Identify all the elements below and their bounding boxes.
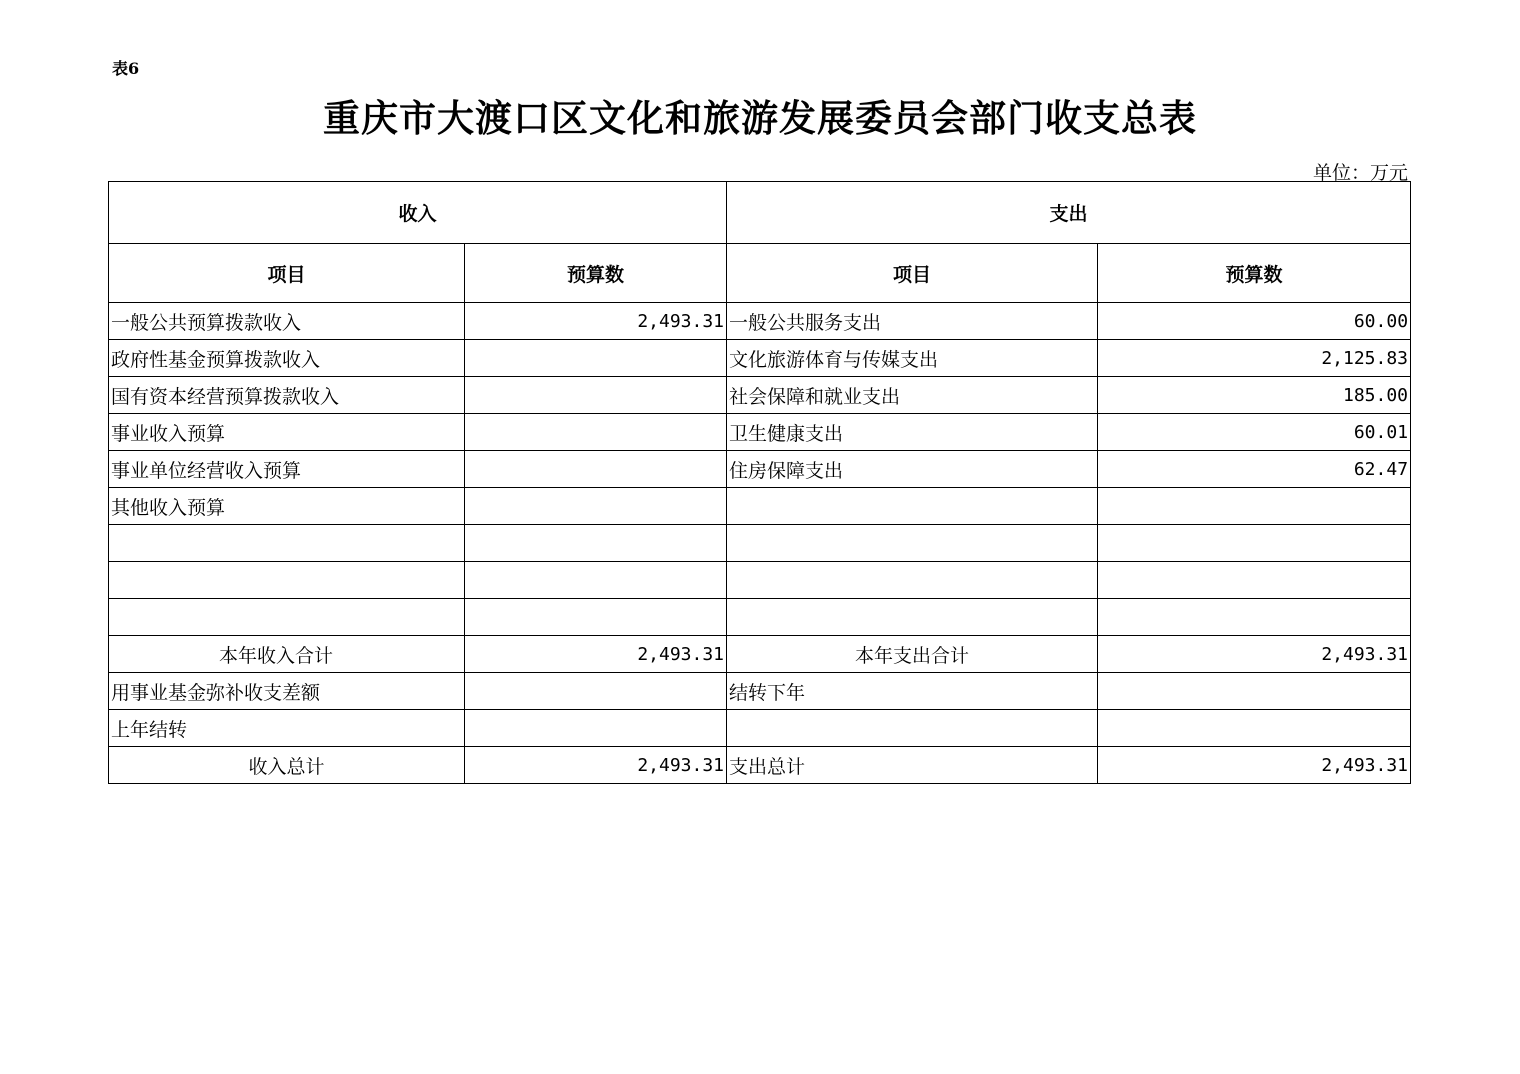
income-amount (465, 414, 727, 451)
expense-amount: 60.01 (1098, 414, 1411, 451)
page-title: 重庆市大渡口区文化和旅游发展委员会部门收支总表 (323, 96, 1197, 140)
unit-label: 单位：万元 (1312, 162, 1408, 184)
expense-amount: 60.00 (1098, 303, 1411, 340)
expense-year-total-amount: 2,493.31 (1098, 636, 1411, 673)
income-item: 用事业基金弥补收支差额 (109, 673, 465, 710)
expense-item-column-header: 项目 (727, 244, 1098, 303)
expense-amount (1098, 488, 1411, 525)
income-item: 政府性基金预算拨款收入 (109, 340, 465, 377)
expense-item: 社会保障和就业支出 (727, 377, 1098, 414)
income-item: 事业单位经营收入预算 (109, 451, 465, 488)
budget-table (108, 181, 1411, 784)
expense-amount (1098, 562, 1411, 599)
expense-item (727, 525, 1098, 562)
grand-total-row (109, 747, 1411, 784)
section-header-row (109, 182, 1411, 244)
expense-item: 卫生健康支出 (727, 414, 1098, 451)
income-item (109, 525, 465, 562)
expense-grand-total-label: 支出总计 (727, 747, 1098, 784)
expense-amount (1098, 599, 1411, 636)
income-amount (465, 562, 727, 599)
expense-year-total-label: 本年支出合计 (727, 636, 1098, 673)
expense-item: 住房保障支出 (727, 451, 1098, 488)
income-item: 国有资本经营预算拨款收入 (109, 377, 465, 414)
table-row (109, 451, 1411, 488)
expense-item: 一般公共服务支出 (727, 303, 1098, 340)
income-amount (465, 525, 727, 562)
expense-item: 结转下年 (727, 673, 1098, 710)
income-amount (465, 599, 727, 636)
expense-item (727, 599, 1098, 636)
income-section-header: 收入 (109, 182, 727, 244)
table-row (109, 710, 1411, 747)
expense-amount (1098, 525, 1411, 562)
income-item: 事业收入预算 (109, 414, 465, 451)
expense-section-header: 支出 (727, 182, 1411, 244)
expense-amount: 2,125.83 (1098, 340, 1411, 377)
expense-item (727, 488, 1098, 525)
expense-amount: 62.47 (1098, 451, 1411, 488)
column-header-row (109, 244, 1411, 303)
income-amount (465, 451, 727, 488)
income-item (109, 562, 465, 599)
year-total-row (109, 636, 1411, 673)
income-budget-column-header: 预算数 (465, 244, 727, 303)
expense-item (727, 562, 1098, 599)
income-item: 上年结转 (109, 710, 465, 747)
income-item: 其他收入预算 (109, 488, 465, 525)
income-grand-total-label: 收入总计 (109, 747, 465, 784)
table-row (109, 414, 1411, 451)
table-row (109, 377, 1411, 414)
income-grand-total-amount: 2,493.31 (465, 747, 727, 784)
income-amount (465, 377, 727, 414)
income-amount: 2,493.31 (465, 303, 727, 340)
income-amount (465, 673, 727, 710)
table-number: 表6 (112, 59, 140, 78)
expense-item (727, 710, 1098, 747)
income-item: 一般公共预算拨款收入 (109, 303, 465, 340)
expense-budget-column-header: 预算数 (1098, 244, 1411, 303)
expense-item: 文化旅游体育与传媒支出 (727, 340, 1098, 377)
income-item-column-header: 项目 (109, 244, 465, 303)
income-year-total-amount: 2,493.31 (465, 636, 727, 673)
income-item (109, 599, 465, 636)
income-year-total-label: 本年收入合计 (109, 636, 465, 673)
table-row (109, 488, 1411, 525)
income-amount (465, 488, 727, 525)
table-row (109, 673, 1411, 710)
income-amount (465, 710, 727, 747)
expense-amount: 185.00 (1098, 377, 1411, 414)
table-row (109, 525, 1411, 562)
expense-amount (1098, 673, 1411, 710)
expense-amount (1098, 710, 1411, 747)
table-row (109, 303, 1411, 340)
table-row (109, 599, 1411, 636)
table-row (109, 340, 1411, 377)
table-row (109, 562, 1411, 599)
expense-grand-total-amount: 2,493.31 (1098, 747, 1411, 784)
income-amount (465, 340, 727, 377)
